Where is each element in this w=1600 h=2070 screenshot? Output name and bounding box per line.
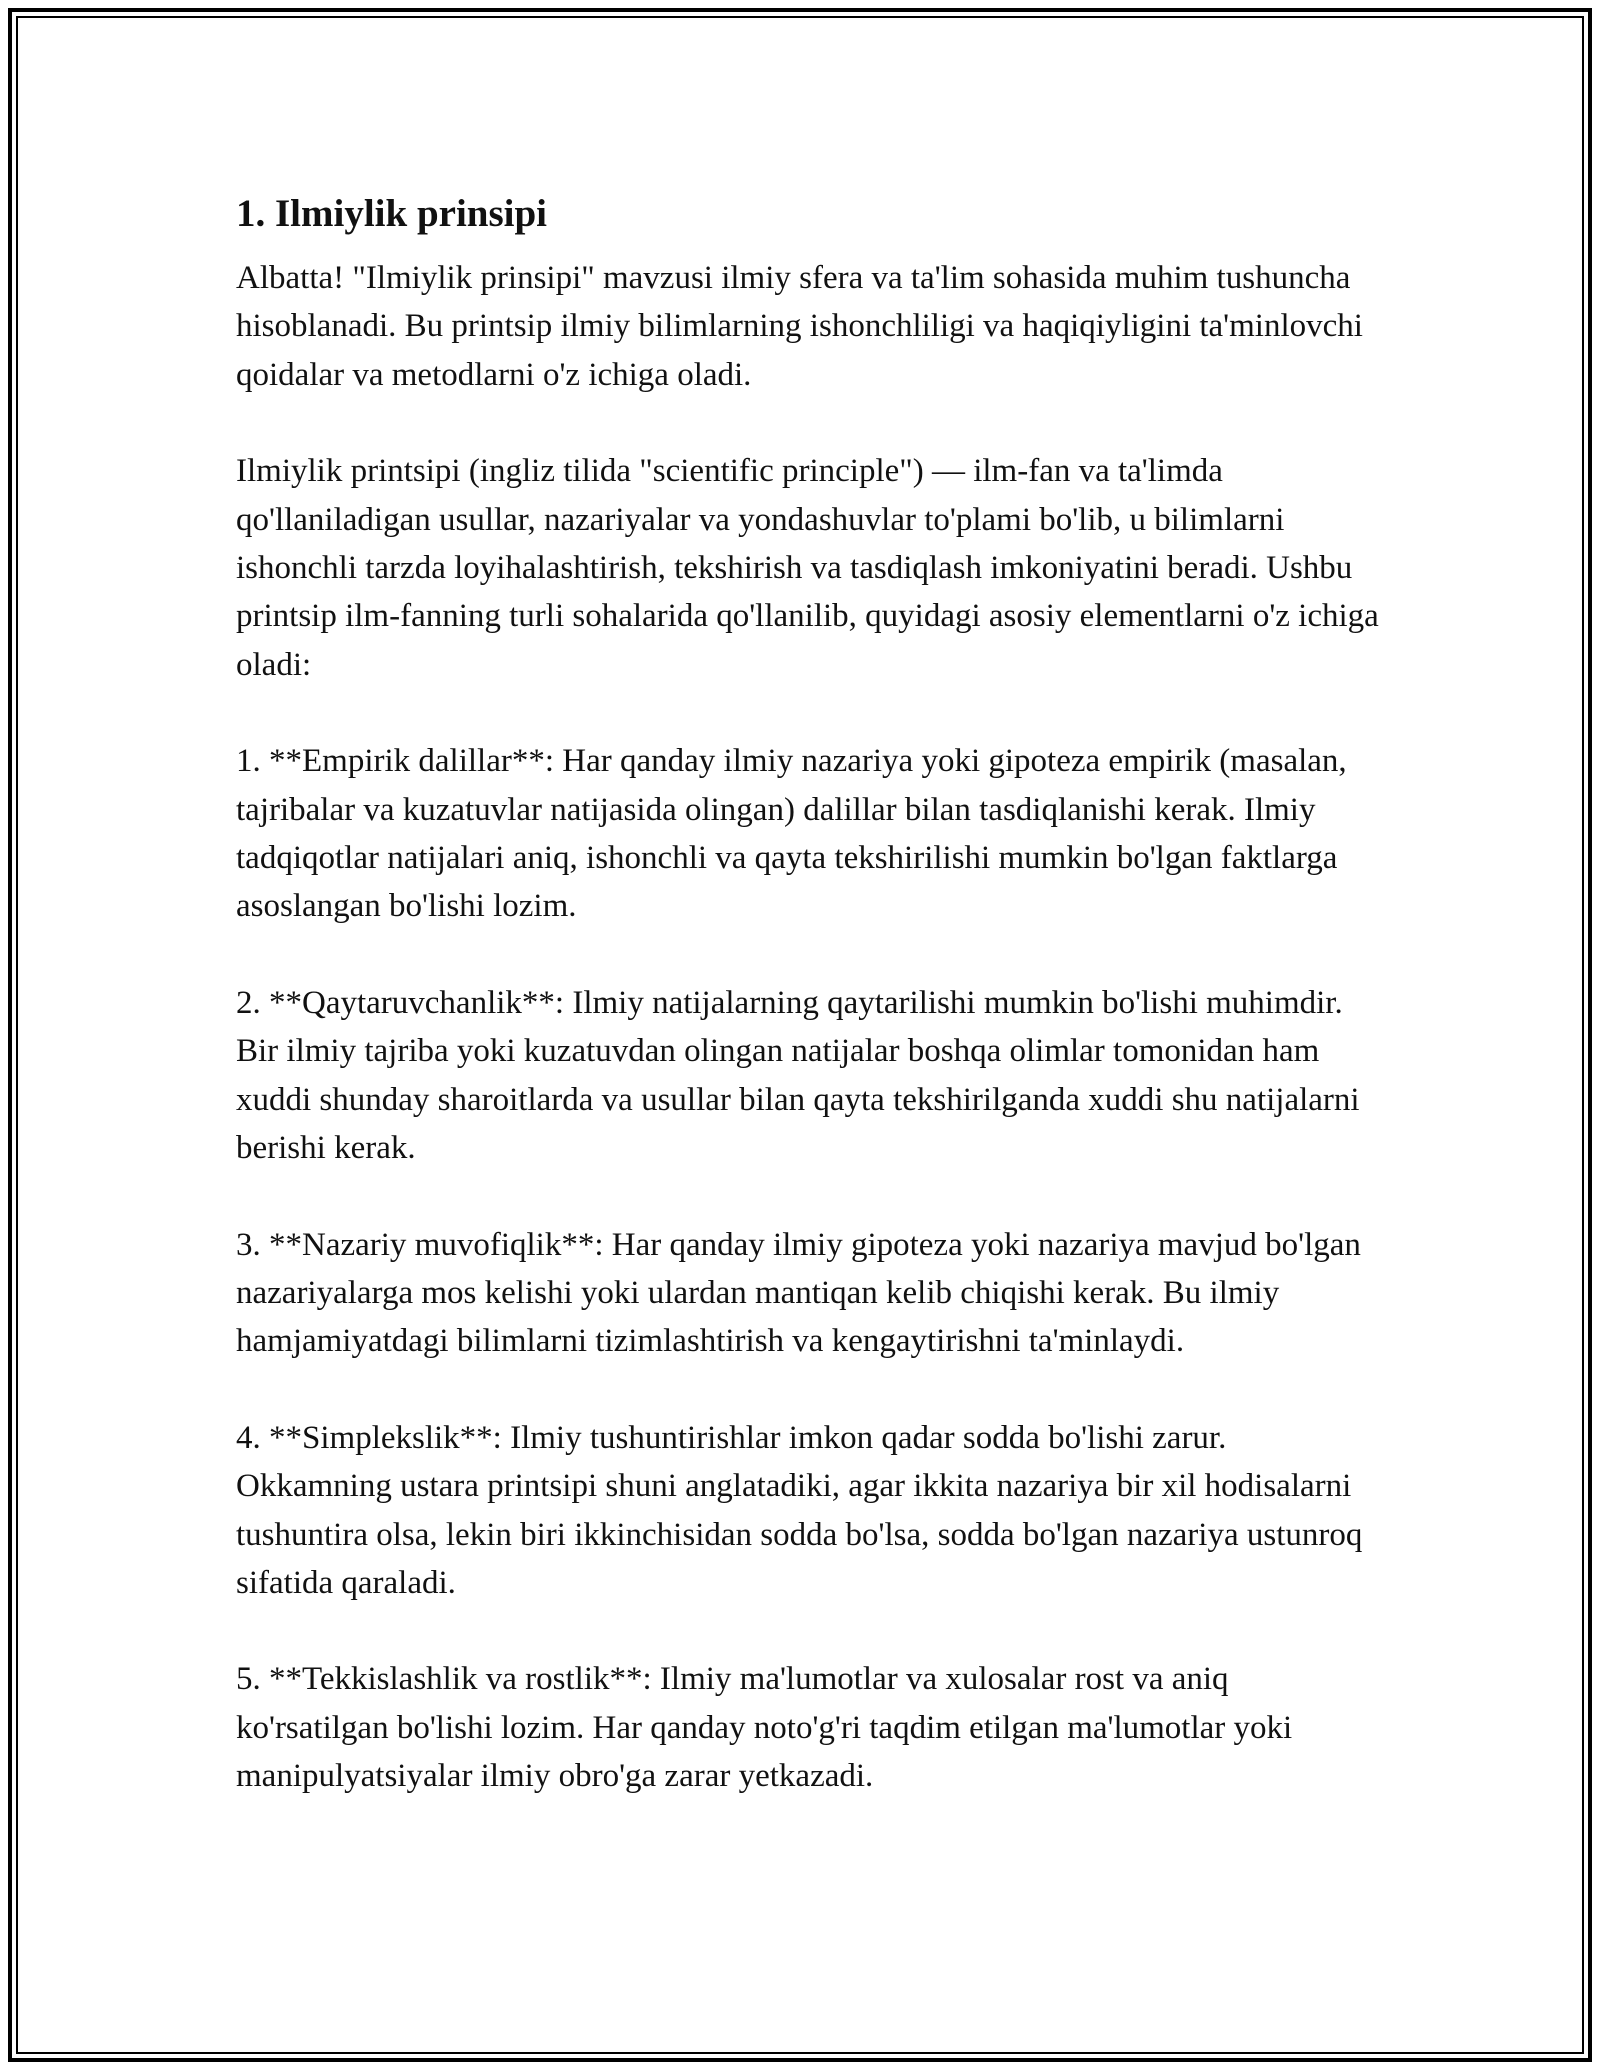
- list-item-theoretical-consistency: 3. **Nazariy muvofiqlik**: Har qanday ilmiy gipoteza yoki nazariya mavjud bo'lgan nazariyalarga mos kelishi yoki ulardan mantiqan kelib chiqishi kerak. Bu ilmiy hamjamiyatdagi bilimlarni tizimlashtirish va kengaytirishni ta'minlaydi.: [236, 1226, 1361, 1360]
- list-item-empirical-evidence: 1. **Empirik dalillar**: Har qanday ilmiy nazariya yoki gipoteza empirik (masalan, tajribalar va kuzatuvlar natijasida olingan) dalillar bilan tasdiqlanishi kerak. Ilmiy tadqiqotlar natijalari aniq, ishonchli va qayta tekshirilishi mumkin bo'lgan faktlarga asoslangan bo'lishi lozim.: [236, 743, 1347, 925]
- page-title: 1. Ilmiylik prinsipi: [236, 192, 548, 235]
- list-item-simplicity: 4. **Simplekslik**: Ilmiy tushuntirishlar imkon qadar sodda bo'lishi zarur. Okkamning ustara printsipi shuni anglatadiki, agar ikkita nazariya bir xil hodisalarni tushuntira olsa, lekin biri ikkinchisidan sodda bo'lsa, sodda bo'lgan nazariya ustunroq sifatida qaraladi.: [236, 1419, 1363, 1601]
- definition-paragraph: Ilmiylik printsipi (ingliz tilida "scientific principle") — ilm-fan va ta'limda qo'llaniladigan usullar, nazariyalar va yondashuvlar to'plami bo'lib, u bilimlarni ishonchli tarzda loyihalashtirish, tekshirish va tasdiqlash imkoniyatini beradi. Ushbu printsip ilm-fanning turli sohalarida qo'llanilib, quyidagi asosiy elementlarni o'z ichiga oladi:: [236, 453, 1379, 683]
- list-item-truthfulness: 5. **Tekkislashlik va rostlik**: Ilmiy ma'lumotlar va xulosalar rost va aniq ko'rsatilgan bo'lishi lozim. Har qanday noto'g'ri taqdim etilgan ma'lumotlar yoki manipulyatsiyalar ilmiy obro'ga zarar yetkazadi.: [236, 1661, 1293, 1795]
- list-item-reproducibility: 2. **Qaytaruvchanlik**: Ilmiy natijalarning qaytarilishi mumkin bo'lishi muhimdir. Bir ilmiy tajriba yoki kuzatuvdan olingan natijalar boshqa olimlar tomonidan ham xuddi shunday sharoitlarda va usullar bilan qayta tekshirilganda xuddi shu natijalarni berishi kerak.: [236, 984, 1360, 1167]
- document-body: [236, 186, 1386, 1801]
- intro-paragraph: Albatta! "Ilmiylik prinsipi" mavzusi ilmiy sfera va ta'lim sohasida muhim tushuncha hisoblanadi. Bu printsip ilmiy bilimlarning ishonchliligi va haqiqiyligini ta'minlovchi qoidalar va metodlarni o'z ichiga oladi.: [236, 260, 1363, 393]
